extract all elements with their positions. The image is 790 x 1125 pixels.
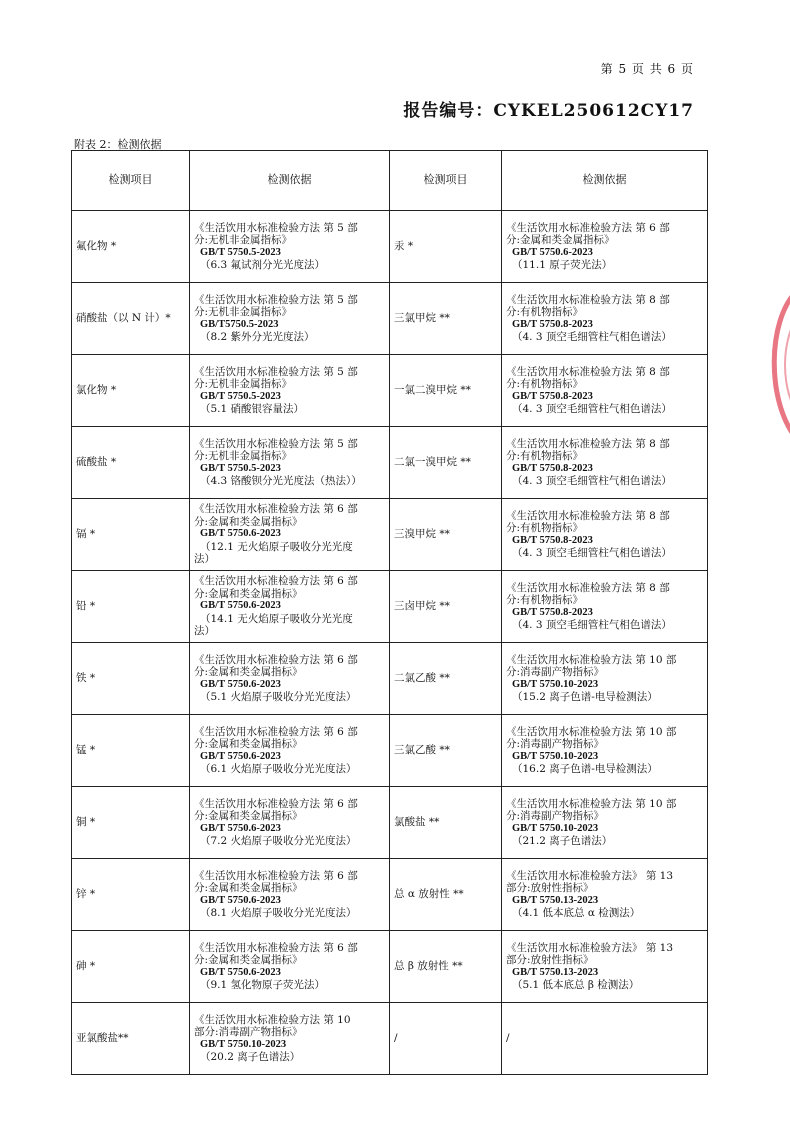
test-basis-left <box>190 1003 390 1075</box>
basis-line: （16.2 离子色谱-电导检测法） <box>512 763 658 775</box>
basis-line: 部分:消毒副产物指标》 <box>194 1026 303 1038</box>
basis-line: GB/T 5750.6-2023 <box>200 966 281 978</box>
basis-line: GB/T 5750.10-2023 <box>512 822 599 834</box>
test-item-right: 汞 * <box>390 211 502 283</box>
test-item-right: 总 α 放射性 ** <box>390 859 502 931</box>
basis-line: 分:有机物指标》 <box>506 522 584 534</box>
basis-line: 分:金属和类金属指标》 <box>194 587 303 600</box>
basis-line: 《生活饮用水标准检验方法 第 6 部 <box>194 941 358 954</box>
test-basis-left <box>190 211 390 283</box>
basis-line: （4. 3 顶空毛细管柱气相色谱法） <box>512 475 672 487</box>
test-basis-left <box>190 715 390 787</box>
test-basis-left <box>190 787 390 859</box>
test-item-right: 二氯乙酸 ** <box>390 643 502 715</box>
basis-line: （9.1 氢化物原子荧光法） <box>200 979 326 991</box>
basis-line: （4.3 铬酸钡分光光度法（热法）） <box>200 475 362 487</box>
basis-line: GB/T 5750.6-2023 <box>200 894 281 906</box>
basis-line: 《生活饮用水标准检验方法 第 8 部 <box>506 293 670 306</box>
basis-line: 分:消毒副产物指标》 <box>506 810 605 822</box>
table-row <box>72 787 708 859</box>
test-item-left: 锌 * <box>72 859 190 931</box>
table-row <box>72 643 708 715</box>
basis-line: （4. 3 顶空毛细管柱气相色谱法） <box>512 619 672 631</box>
test-item-left: 硝酸盐（以 N 计）* <box>72 283 190 355</box>
header-basis-2: 检测依据 <box>502 151 708 211</box>
basis-line: GB/T 5750.6-2023 <box>512 246 593 258</box>
header-item-1: 检测项目 <box>72 151 190 211</box>
basis-line: 《生活饮用水标准检验方法 第 8 部 <box>506 437 670 450</box>
basis-line: 《生活饮用水标准检验方法 第 6 部 <box>194 869 358 882</box>
red-stamp-fragment <box>762 290 790 440</box>
basis-table <box>71 150 708 1075</box>
test-basis-right <box>502 715 708 787</box>
basis-line: 《生活饮用水标准检验方法 第 5 部 <box>194 365 358 378</box>
test-basis-right <box>502 643 708 715</box>
test-item-left: 锰 * <box>72 715 190 787</box>
basis-line: （20.2 离子色谱法） <box>200 1051 301 1063</box>
basis-line: 《生活饮用水标准检验方法 第 6 部 <box>194 575 358 588</box>
test-item-left: 亚氯酸盐** <box>72 1003 190 1075</box>
basis-line: GB/T 5750.8-2023 <box>512 606 593 618</box>
basis-line: 分:有机物指标》 <box>506 450 584 462</box>
basis-line: 《生活饮用水标准检验方法 第 6 部 <box>194 503 358 516</box>
table-row <box>72 427 708 499</box>
stamp-arc-inner <box>785 312 790 418</box>
test-basis-right <box>502 859 708 931</box>
basis-line: 《生活饮用水标准检验方法 第 10 部 <box>506 653 677 666</box>
test-basis-right <box>502 355 708 427</box>
basis-line: GB/T 5750.6-2023 <box>200 600 281 612</box>
test-item-left: 铁 * <box>72 643 190 715</box>
basis-line: 法） <box>194 553 215 566</box>
table-row <box>72 715 708 787</box>
test-basis-left <box>190 499 390 571</box>
test-basis-right <box>502 571 708 643</box>
basis-line: 《生活饮用水标准检验方法》 第 13 <box>506 941 674 954</box>
basis-line: 《生活饮用水标准检验方法 第 6 部 <box>194 653 358 666</box>
basis-line: 分:金属和类金属指标》 <box>194 666 303 678</box>
basis-line: （14.1 无火焰原子吸收分光光度 <box>200 612 353 625</box>
basis-line: GB/T 5750.10-2023 <box>512 678 599 690</box>
basis-line: 分:无机非金属指标》 <box>194 450 293 462</box>
test-item-right: / <box>390 1003 502 1075</box>
basis-line: 《生活饮用水标准检验方法 第 8 部 <box>506 509 670 522</box>
test-basis-left <box>190 571 390 643</box>
test-item-left: 砷 * <box>72 931 190 1003</box>
basis-line: / <box>506 1032 510 1045</box>
basis-line: 《生活饮用水标准检验方法 第 8 部 <box>506 581 670 594</box>
basis-line: （8.1 火焰原子吸收分光光度法） <box>200 907 357 919</box>
basis-line: （15.2 离子色谱-电导检测法） <box>512 691 658 703</box>
basis-line: 分:无机非金属指标》 <box>194 234 293 246</box>
table-row <box>72 571 708 643</box>
basis-line: 《生活饮用水标准检验方法 第 5 部 <box>194 293 358 306</box>
basis-line: 《生活饮用水标准检验方法 第 6 部 <box>194 797 358 810</box>
basis-line: 《生活饮用水标准检验方法 第 6 部 <box>506 221 670 234</box>
test-item-right: 三溴甲烷 ** <box>390 499 502 571</box>
test-item-left: 硫酸盐 * <box>72 427 190 499</box>
basis-line: 分:金属和类金属指标》 <box>506 234 615 246</box>
basis-line: GB/T5750.5-2023 <box>200 318 279 330</box>
basis-line: 分:有机物指标》 <box>506 306 584 318</box>
basis-line: （4. 3 顶空毛细管柱气相色谱法） <box>512 547 672 559</box>
basis-line: 《生活饮用水标准检验方法 第 5 部 <box>194 221 358 234</box>
basis-line: GB/T 5750.6-2023 <box>200 678 281 690</box>
test-item-right: 三氯甲烷 ** <box>390 283 502 355</box>
report-number: 报告编号：CYKEL250612CY17 <box>403 101 694 121</box>
basis-line: 分:无机非金属指标》 <box>194 378 293 390</box>
test-item-left: 铅 * <box>72 571 190 643</box>
basis-line: GB/T 5750.6-2023 <box>200 528 281 540</box>
basis-line: （7.2 火焰原子吸收分光光度法） <box>200 835 357 847</box>
basis-line: 《生活饮用水标准检验方法 第 6 部 <box>194 725 358 738</box>
basis-line: GB/T 5750.6-2023 <box>200 822 281 834</box>
basis-line: （6.3 氟试剂分光光度法） <box>200 259 326 271</box>
basis-line: GB/T 5750.8-2023 <box>512 534 593 546</box>
basis-line: （4. 3 顶空毛细管柱气相色谱法） <box>512 331 672 343</box>
basis-line: （5.1 火焰原子吸收分光光度法） <box>200 691 357 703</box>
basis-line: 分:金属和类金属指标》 <box>194 954 303 966</box>
table-row <box>72 1003 708 1075</box>
basis-line: 分:金属和类金属指标》 <box>194 882 303 894</box>
basis-line: 分:消毒副产物指标》 <box>506 738 605 750</box>
test-basis-left <box>190 355 390 427</box>
header-item-2: 检测项目 <box>390 151 502 211</box>
test-basis-right <box>502 787 708 859</box>
test-item-right: 氯酸盐 ** <box>390 787 502 859</box>
basis-line: 分:有机物指标》 <box>506 594 584 606</box>
test-basis-right <box>502 283 708 355</box>
table-row <box>72 931 708 1003</box>
test-item-left: 镉 * <box>72 499 190 571</box>
table-body <box>72 211 708 1075</box>
basis-line: 《生活饮用水标准检验方法》 第 13 <box>506 869 674 882</box>
table-row <box>72 211 708 283</box>
test-item-right: 三卤甲烷 ** <box>390 571 502 643</box>
basis-line: （4. 3 顶空毛细管柱气相色谱法） <box>512 403 672 415</box>
table-row <box>72 859 708 931</box>
header-basis-1: 检测依据 <box>190 151 390 211</box>
basis-line: （6.1 火焰原子吸收分光光度法） <box>200 763 357 775</box>
page-number: 第 5 页 共 6 页 <box>600 62 694 76</box>
basis-line: GB/T 5750.13-2023 <box>512 894 599 906</box>
basis-line: 分:金属和类金属指标》 <box>194 515 303 528</box>
basis-line: 分:无机非金属指标》 <box>194 306 293 318</box>
basis-line: GB/T 5750.8-2023 <box>512 462 593 474</box>
test-item-right: 三氯乙酸 ** <box>390 715 502 787</box>
test-basis-right <box>502 499 708 571</box>
stamp-arc <box>774 292 790 438</box>
test-item-right: 一氯二溴甲烷 ** <box>390 355 502 427</box>
test-basis-left <box>190 643 390 715</box>
basis-line: （11.1 原子荧光法） <box>512 259 613 271</box>
basis-line: 分:有机物指标》 <box>506 378 584 390</box>
test-basis-left <box>190 859 390 931</box>
basis-line: 《生活饮用水标准检验方法 第 5 部 <box>194 437 358 450</box>
basis-line: GB/T 5750.5-2023 <box>200 390 281 402</box>
basis-line: GB/T 5750.5-2023 <box>200 462 281 474</box>
basis-line: 法） <box>194 625 215 638</box>
basis-line: 分:金属和类金属指标》 <box>194 810 303 822</box>
basis-line: 《生活饮用水标准检验方法 第 10 部 <box>506 725 677 738</box>
basis-line: （12.1 无火焰原子吸收分光光度 <box>200 540 353 553</box>
header-row <box>72 151 708 211</box>
basis-line: GB/T 5750.13-2023 <box>512 966 599 978</box>
test-item-left: 氯化物 * <box>72 355 190 427</box>
basis-line: GB/T 5750.8-2023 <box>512 318 593 330</box>
basis-line: 《生活饮用水标准检验方法 第 10 部 <box>506 797 677 810</box>
basis-line: （5.1 低本底总 β 检测法） <box>512 979 640 991</box>
test-item-left: 铜 * <box>72 787 190 859</box>
test-basis-right <box>502 1003 708 1075</box>
basis-line: （8.2 紫外分光光度法） <box>200 331 315 343</box>
basis-line: （5.1 硝酸银容量法） <box>200 403 305 415</box>
test-basis-left <box>190 427 390 499</box>
test-basis-left <box>190 283 390 355</box>
table-row <box>72 499 708 571</box>
basis-line: 《生活饮用水标准检验方法 第 10 <box>194 1013 351 1026</box>
test-basis-right <box>502 931 708 1003</box>
basis-line: GB/T 5750.10-2023 <box>512 750 599 762</box>
test-basis-right <box>502 211 708 283</box>
basis-line: （4.1 低本底总 α 检测法） <box>512 907 641 919</box>
table-row <box>72 355 708 427</box>
basis-line: （21.2 离子色谱法） <box>512 835 613 847</box>
test-item-right: 总 β 放射性 ** <box>390 931 502 1003</box>
basis-line: GB/T 5750.8-2023 <box>512 390 593 402</box>
basis-line: 分:消毒副产物指标》 <box>506 666 605 678</box>
test-item-left: 氟化物 * <box>72 211 190 283</box>
basis-line: 《生活饮用水标准检验方法 第 8 部 <box>506 365 670 378</box>
test-basis-left <box>190 931 390 1003</box>
basis-line: 部分:放射性指标》 <box>506 882 594 894</box>
basis-line: 部分:放射性指标》 <box>506 954 594 966</box>
test-basis-right <box>502 427 708 499</box>
table-caption: 附表 2：检测依据 <box>74 138 162 151</box>
basis-line: 分:金属和类金属指标》 <box>194 738 303 750</box>
table-row <box>72 283 708 355</box>
basis-line: GB/T 5750.5-2023 <box>200 246 281 258</box>
basis-line: GB/T 5750.6-2023 <box>200 750 281 762</box>
basis-line: GB/T 5750.10-2023 <box>200 1038 287 1050</box>
test-item-right: 二氯一溴甲烷 ** <box>390 427 502 499</box>
